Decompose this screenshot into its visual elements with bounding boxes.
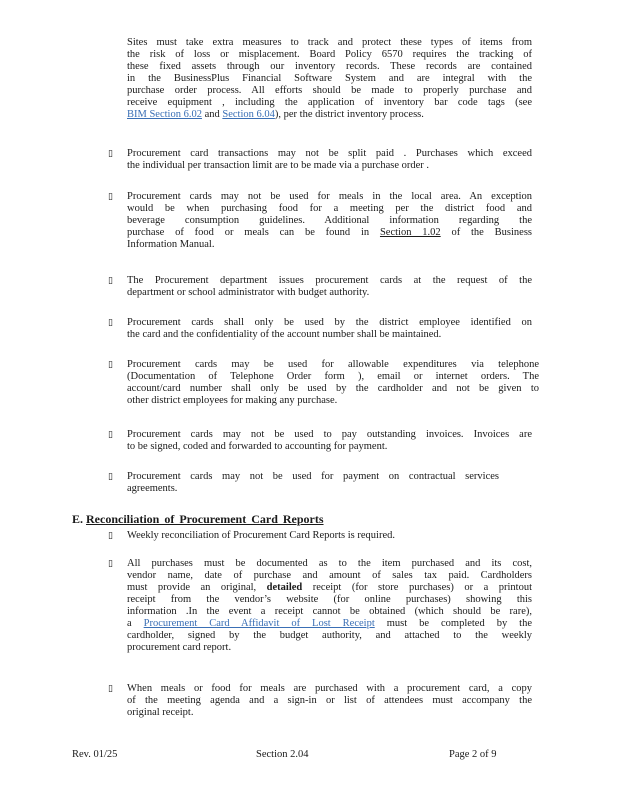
text-line: vendor name, date of purchase and amount of sales tax paid. Cardholders xyxy=(127,570,532,581)
text-line: of the meeting agenda and a sign-in or list of attendees must accompany the xyxy=(127,695,532,706)
affidavit-lost-receipt-link[interactable]: Procurement Card Affidavit of Lost Receipt xyxy=(143,618,375,629)
bullet-paragraph-invoices xyxy=(127,429,532,453)
text-line: When meals or food for meals are purchased with a procurement card, a copy xyxy=(127,683,532,694)
text-line: would be when purchasing food for a meeting per the district food and xyxy=(127,203,532,214)
text-line: cardholder, signed by the budget authority, and attached to the weekly xyxy=(127,630,532,641)
text-line xyxy=(127,582,532,594)
text-line: these fixed assets through our inventory records. These records are contained xyxy=(127,61,532,72)
section-e-heading xyxy=(72,512,324,527)
bullet-paragraph-contractual xyxy=(127,471,499,495)
intro-paragraph xyxy=(127,37,532,121)
bullet-paragraph-split-paid xyxy=(127,148,532,172)
text-line: in the BusinessPlus Financial Software System and are integral with the xyxy=(127,73,532,84)
bullet-icon: ▯ xyxy=(108,559,113,569)
text-post: of the Business xyxy=(440,227,532,238)
text-line: purchase order process. All efforts should be made to properly purchase and xyxy=(127,85,532,96)
text-line: other district employees for making any purchase. xyxy=(127,395,338,406)
text-line: the risk of loss or misplacement. Board Policy 6570 requires the tracking of xyxy=(127,49,532,60)
bullet-icon: ▯ xyxy=(108,531,113,541)
bullet-icon: ▯ xyxy=(108,360,113,370)
text-line: original receipt. xyxy=(127,707,194,718)
bullet-paragraph-meals xyxy=(127,191,532,251)
text-and: and xyxy=(201,109,223,120)
footer-section: Section 2.04 xyxy=(256,749,309,760)
text-line: Procurement cards may not be used for meals in the local area. An exception xyxy=(127,191,532,202)
footer-revision: Rev. 01/25 xyxy=(72,749,118,760)
text-pre: a xyxy=(127,618,144,629)
text-line: All purchases must be documented as to the item purchased and its cost, xyxy=(127,558,532,569)
text-line xyxy=(127,109,532,121)
text-line: procurement card report. xyxy=(127,642,232,653)
text-post: must be completed by the xyxy=(374,618,532,629)
text-line: the individual per transaction limit are to be made via a purchase order . xyxy=(127,160,430,171)
bullet-icon: ▯ xyxy=(108,430,113,440)
bullet-paragraph-meals-documentation xyxy=(127,683,532,719)
section-letter: E. xyxy=(72,512,84,526)
bullet-paragraph-weekly-reconciliation xyxy=(127,530,532,542)
bullet-icon: ▯ xyxy=(108,318,113,328)
text-line: department or school administrator with budget authority. xyxy=(127,287,370,298)
bullet-icon: ▯ xyxy=(108,276,113,286)
text-line: Procurement card transactions may not be split paid . Purchases which exceed xyxy=(127,148,532,159)
bullet-icon: ▯ xyxy=(108,684,113,694)
text-line: Procurement cards shall only be used by the district employee identified on xyxy=(127,317,532,328)
text-line: Information Manual. xyxy=(127,239,215,250)
text-line: Procurement cards may not be used for payment on contractual services xyxy=(127,471,499,482)
text-line: beverage consumption guidelines. Additional information regarding the xyxy=(127,215,532,226)
text-line: the card and the confidentiality of the account number shall be maintained. xyxy=(127,329,442,340)
text-line: to be signed, coded and forwarded to accounting for payment. xyxy=(127,441,388,452)
text-post: receipt (for store purchases) or a printout xyxy=(302,582,532,593)
text-line: Procurement cards may not be used to pay outstanding invoices. Invoices are xyxy=(127,429,532,440)
text-line: receive equipment , including the application of inventory bar code tags (see xyxy=(127,97,532,108)
text-line: The Procurement department issues procurement cards at the request of the xyxy=(127,275,532,286)
bullet-icon: ▯ xyxy=(108,149,113,159)
section-6-04-link[interactable]: Section 6.04 xyxy=(222,109,275,120)
text-tail: ), per the district inventory process. xyxy=(274,109,424,120)
text-line: (Documentation of Telephone Order form ), email or internet orders. The xyxy=(127,371,539,382)
section-title: Reconciliation of Procurement Card Reports xyxy=(86,512,324,526)
text-pre: purchase of food or meals can be found in xyxy=(127,227,380,238)
text-line: Weekly reconciliation of Procurement Card Reports is required. xyxy=(127,530,395,541)
bim-section-6-02-link[interactable]: BIM Section 6.02 xyxy=(127,109,202,120)
text-bold-detailed: detailed xyxy=(266,582,303,593)
text-line xyxy=(127,618,532,630)
bullet-paragraph-employee-use xyxy=(127,317,532,341)
bullet-paragraph-allowable-expenditures xyxy=(127,359,539,407)
bullet-paragraph-issuance xyxy=(127,275,532,299)
footer-page-number: Page 2 of 9 xyxy=(449,749,497,760)
text-line xyxy=(127,227,532,239)
section-1-02-link[interactable]: Section 1.02 xyxy=(379,227,441,238)
text-line: information .In the event a receipt cannot be obtained (which should be rare), xyxy=(127,606,532,617)
text-line: receipt from the vendor’s website (for online purchases) showing this xyxy=(127,594,532,605)
text-line: agreements. xyxy=(127,483,178,494)
text-line: account/card number shall only be used by the cardholder and not be given to xyxy=(127,383,539,394)
bullet-paragraph-documentation xyxy=(127,558,532,654)
bullet-icon: ▯ xyxy=(108,472,113,482)
text-line: Procurement cards may be used for allowable expenditures via telephone xyxy=(127,359,539,370)
text-pre: must provide an original, xyxy=(127,582,267,593)
text-line: Sites must take extra measures to track and protect these types of items from xyxy=(127,37,532,48)
bullet-icon: ▯ xyxy=(108,192,113,202)
